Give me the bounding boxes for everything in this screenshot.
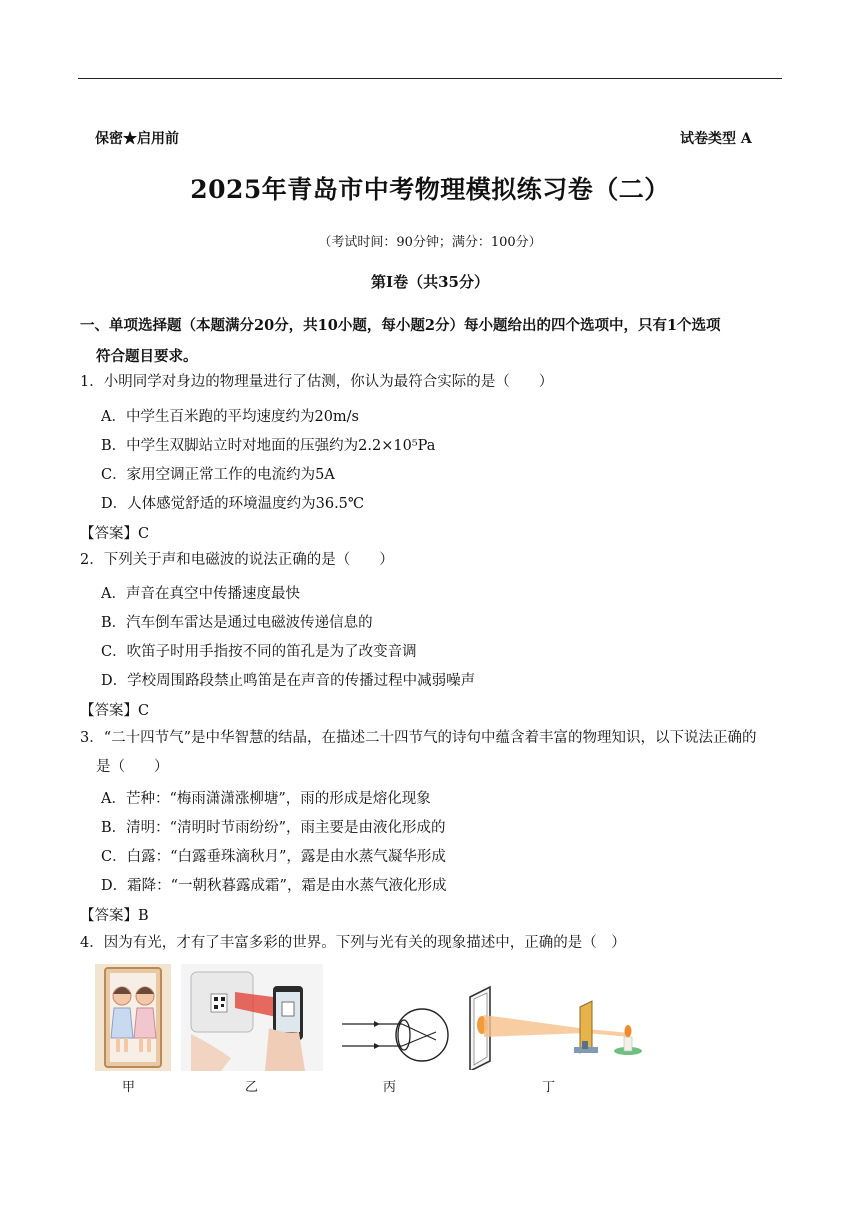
exam-info: （考试时间：90分钟；满分：100分）: [318, 235, 542, 250]
figure-candle-projection: [462, 985, 648, 1070]
question-1-option-c: C．家用空调正常工作的电流约为5A: [101, 467, 335, 483]
question-1-answer: 【答案】C: [80, 526, 150, 542]
paper-type-label: 试卷类型 A: [680, 131, 752, 147]
question-2-option-c: C．吹笛子时用手指按不同的笛孔是为了改变音调: [101, 644, 417, 660]
question-3-option-c: C．白露：“白露垂珠滴秋月”，露是由水蒸气凝华形成: [101, 849, 446, 865]
question-3-stem: [80, 724, 780, 782]
question-1-stem: 1．小明同学对身边的物理量进行了估测，你认为最符合实际的是（ ）: [80, 374, 554, 390]
section-heading: [80, 310, 780, 372]
question-3-option-d: D．霜降：“一朝秋暮露成霜”，霜是由水蒸气液化形成: [101, 878, 447, 894]
figure-eye-diagram: [340, 1000, 452, 1066]
volume-heading: 第I卷（共35分）: [371, 273, 489, 291]
confidential-label: 保密★启用前: [95, 131, 179, 147]
figure-label-bing: 丙: [383, 1080, 397, 1095]
question-3-stem-line1: 3．“二十四节气”是中华智慧的结晶，在描述二十四节气的诗句中蕴含着丰富的物理知识，以下说法正确的: [80, 730, 757, 746]
figure-label-ding: 丁: [542, 1080, 556, 1095]
question-2-option-d: D．学校周围路段禁止鸣笛是在声音的传播过程中减弱噪声: [101, 673, 476, 689]
question-2-answer: 【答案】C: [80, 703, 150, 719]
question-4-stem: 4．因为有光，才有了丰富多彩的世界。下列与光有关的现象描述中，正确的是（ ）: [80, 935, 626, 951]
figure-mirror-reflection: [95, 964, 171, 1071]
question-1-option-a: A．中学生百米跑的平均速度约为20m/s: [101, 409, 359, 425]
question-3-option-a: A．芒种：“梅雨潇潇涨柳塘”，雨的形成是熔化现象: [101, 791, 431, 807]
question-2-option-b: B．汽车倒车雷达是通过电磁波传递信息的: [101, 615, 373, 631]
section-heading-line1: 一、单项选择题（本题满分20分，共10小题，每小题2分）每小题给出的四个选项中，只有1个选项: [80, 317, 721, 334]
question-3-answer: 【答案】B: [80, 908, 149, 924]
figure-label-yi: 乙: [245, 1080, 259, 1095]
question-1-option-b: B．中学生双脚站立时对地面的压强约为2.2×10⁵Pa: [101, 438, 436, 454]
header-rule: [78, 78, 782, 79]
section-heading-line2: 符合题目要求。: [96, 348, 198, 365]
figure-label-jia: 甲: [122, 1080, 136, 1095]
figure-qr-scanner: [181, 964, 323, 1071]
question-3-stem-line2: 是（ ）: [96, 759, 169, 775]
question-3-option-b: B．清明：“清明时节雨纷纷”，雨主要是由液化形成的: [101, 820, 446, 836]
page-title: 2025年青岛市中考物理模拟练习卷（二）: [190, 175, 670, 204]
question-2-stem: 2．下列关于声和电磁波的说法正确的是（ ）: [80, 552, 394, 568]
question-1-option-d: D．人体感觉舒适的环境温度约为36.5℃: [101, 496, 365, 512]
question-2-option-a: A．声音在真空中传播速度最快: [101, 586, 300, 602]
